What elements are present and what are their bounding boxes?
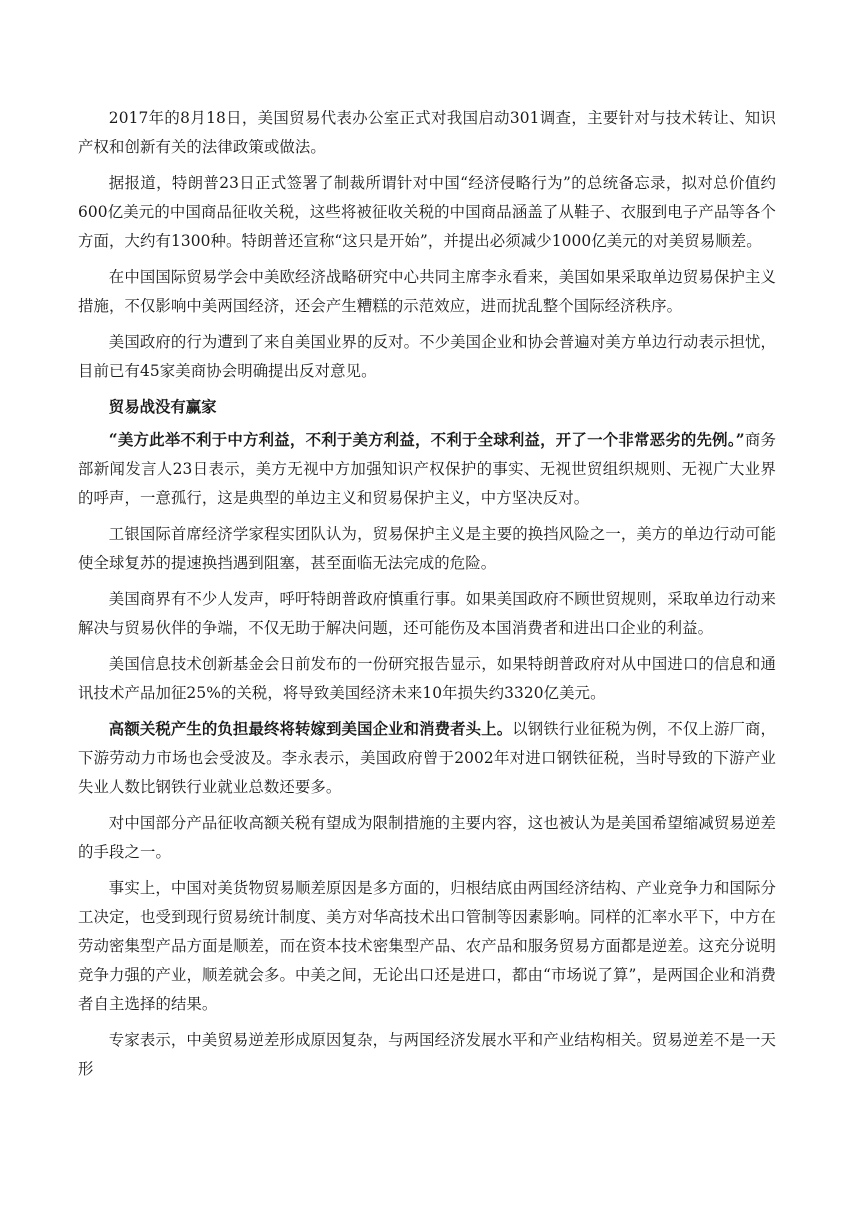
quote-lead: “美方此举不利于中方利益，不利于美方利益，不利于全球利益，开了一个非常恶劣的先例。”: [108, 431, 745, 449]
tariff-rest: 以钢铁行业征税为例，不仅上游厂商，下游劳动力市场也会受波及。李永表示，美国政府曾于2002年对进口钢铁征税，当时导致的下游产业失业人数比钢铁行业就业总数还要多。: [78, 720, 776, 796]
paragraph-itif-report: 美国信息技术创新基金会日前发布的一份研究报告显示，如果特朗普政府对从中国进口的信息和通讯技术产品加征25%的关税，将导致美国经济未来10年损失约3320亿美元。: [78, 655, 776, 702]
paragraph-us-industry-opposition: 美国政府的行为遭到了来自美国业界的反对。不少美国企业和协会普遍对美方单边行动表示担忧，目前已有45家美商协会明确提出反对意见。: [78, 333, 776, 380]
paragraph-mofcom-statement: [78, 426, 776, 513]
paragraph-tariff-burden: [78, 715, 776, 802]
paragraph-us-business-voices: 美国商界有不少人发声，呼吁特朗普政府慎重行事。如果美国政府不顾世贸规则，采取单边行动来解决与贸易伙伴的争端，不仅无助于解决问题，还可能伤及本国消费者和进出口企业的利益。: [78, 590, 776, 637]
paragraph-301-investigation: 2017年的8月18日，美国贸易代表办公室正式对我国启动301调查，主要针对与技术转让、知识产权和创新有关的法律政策或做法。: [78, 109, 776, 156]
tariff-lead: 高额关税产生的负担最终将转嫁到美国企业和消费者头上。: [108, 720, 513, 738]
paragraph-trump-memorandum: 据报道，特朗普23日正式签署了制裁所谓针对中国“经济侵略行为”的总统备忘录，拟对总价值约600亿美元的中国商品征收关税，这些将被征收关税的中国商品涵盖了从鞋子、衣服到电子产品等各个方面，大约有1300种。特朗普还宣称“这只是开始”，并提出必须减少1000亿美元的对美贸易顺差。: [78, 174, 776, 250]
document-body: [78, 104, 776, 1091]
paragraph-tariff-measures: 对中国部分产品征收高额关税有望成为限制措施的主要内容，这也被认为是美国希望缩减贸易逆差的手段之一。: [78, 814, 776, 861]
section-heading: 贸易战没有赢家: [108, 398, 217, 416]
paragraph-li-yong-view: 在中国国际贸易学会中美欧经济战略研究中心共同主席李永看来，美国如果采取单边贸易保护主义措施，不仅影响中美两国经济，还会产生糟糕的示范效应，进而扰乱整个国际经济秩序。: [78, 268, 776, 315]
paragraph-icbc-analysis: 工银国际首席经济学家程实团队认为，贸易保护主义是主要的换挡风险之一，美方的单边行动可能使全球复苏的提速换挡遇到阻塞，甚至面临无法完成的危险。: [78, 525, 776, 572]
paragraph-surplus-causes: 事实上，中国对美货物贸易顺差原因是多方面的，归根结底由两国经济结构、产业竞争力和国际分工决定，也受到现行贸易统计制度、美方对华高技术出口管制等因素影响。同样的汇率水平下，中方在劳动密集型产品方面是顺差，而在资本技术密集型产品、农产品和服务贸易方面都是逆差。这充分说明竞争力强的产业，顺差就会多。中美之间，无论出口还是进口，都由“市场说了算”，是两国企业和消费者自主选择的结果。: [78, 879, 776, 1013]
quote-rest: 商务部新闻发言人23日表示，美方无视中方加强知识产权保护的事实、无视世贸组织规则、无视广大业界的呼声，一意孤行，这是典型的单边主义和贸易保护主义，中方坚决反对。: [78, 431, 776, 507]
paragraph-expert-opinion: 专家表示，中美贸易逆差形成原因复杂，与两国经济发展水平和产业结构相关。贸易逆差不是一天形: [78, 1031, 776, 1078]
